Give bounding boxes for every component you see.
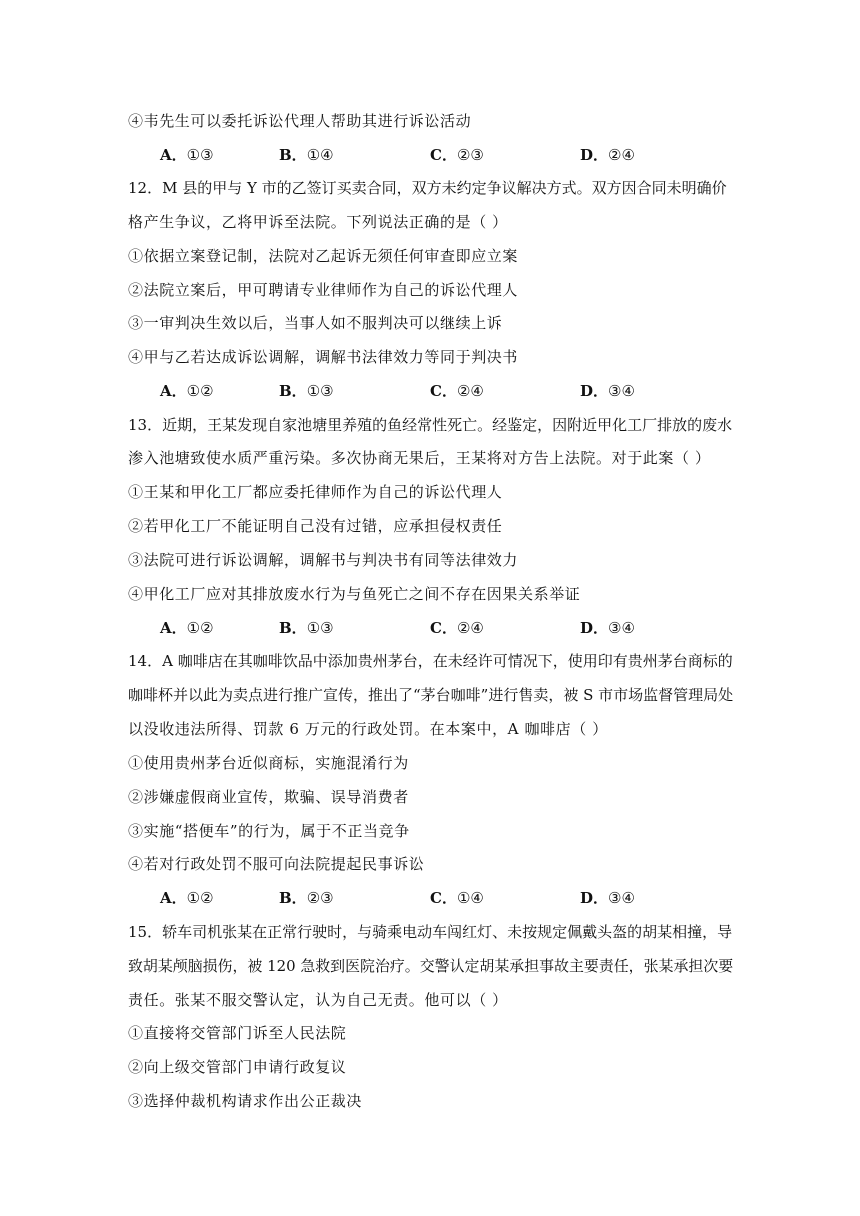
q15-statement-3: ③选择仲裁机构请求作出公正裁决 bbox=[128, 1092, 363, 1110]
q12-statement-1: ①依据立案登记制，法院对乙起诉无须任何审查即应立案 bbox=[128, 247, 519, 265]
q13-statement-3: ③法院可进行诉讼调解，调解书与判决书有同等法律效力 bbox=[128, 551, 519, 569]
q11-option-b: B．①④ bbox=[279, 146, 334, 164]
q15-statement-1: ①直接将交管部门诉至人民法院 bbox=[128, 1024, 347, 1042]
q13-statement-2: ②若甲化工厂不能证明自己没有过错，应承担侵权责任 bbox=[128, 517, 503, 535]
q11-statement-4: ④韦先生可以委托诉讼代理人帮助其进行诉讼活动 bbox=[128, 112, 472, 130]
q12-option-c: C．②④ bbox=[430, 382, 484, 400]
q12-statement-2: ②法院立案后，甲可聘请专业律师作为自己的诉讼代理人 bbox=[128, 281, 519, 299]
q14-statement-3: ③实施“搭便车”的行为，属于不正当竞争 bbox=[128, 822, 410, 840]
q13-option-b: B．①③ bbox=[279, 619, 334, 637]
q12-statement-3: ③一审判决生效以后，当事人如不服判决可以继续上诉 bbox=[128, 314, 503, 332]
q12-stem-line-1: 12．M 县的甲与 Y 市的乙签订买卖合同，双方未约定争议解决方式。双方因合同未明确价 bbox=[128, 179, 727, 197]
q11-option-c: C．②③ bbox=[430, 146, 484, 164]
q14-option-d: D．③④ bbox=[580, 889, 635, 907]
q12-option-a: A．①② bbox=[160, 382, 214, 400]
q14-option-b: B．②③ bbox=[279, 889, 334, 907]
q13-stem-line-1: 13．近期，王某发现自家池塘里养殖的鱼经常性死亡。经鉴定，因附近甲化工厂排放的废水 bbox=[128, 416, 733, 434]
q11-option-a: A．①③ bbox=[160, 146, 214, 164]
q14-stem-line-2: 咖啡杯并以此为卖点进行推广宣传，推出了“茅台咖啡”进行售卖，被 S 市市场监督管理局处 bbox=[128, 686, 734, 704]
q13-option-d: D．③④ bbox=[580, 619, 635, 637]
q14-stem-line-1: 14．A 咖啡店在其咖啡饮品中添加贵州茅台，在未经许可情况下，使用印有贵州茅台商标的 bbox=[128, 652, 733, 670]
q12-option-d: D．③④ bbox=[580, 382, 635, 400]
q14-statement-1: ①使用贵州茅台近似商标，实施混淆行为 bbox=[128, 754, 409, 772]
q14-stem-line-3: 以没收违法所得、罚款 6 万元的行政处罚。在本案中，A 咖啡店（ ） bbox=[128, 720, 608, 738]
q13-stem-line-2: 渗入池塘致使水质严重污染。多次协商无果后，王某将对方告上法院。对于此案（ ） bbox=[128, 449, 711, 467]
q14-statement-4: ④若对行政处罚不服可向法院提起民事诉讼 bbox=[128, 855, 425, 873]
q14-statement-2: ②涉嫌虚假商业宣传，欺骗、误导消费者 bbox=[128, 788, 409, 806]
q12-option-b: B．①③ bbox=[279, 382, 334, 400]
q11-option-d: D．②④ bbox=[580, 146, 635, 164]
q15-stem-line-1: 15．轿车司机张某在正常行驶时，与骑乘电动车闯红灯、未按规定佩戴头盔的胡某相撞，导 bbox=[128, 923, 733, 941]
q14-option-a: A．①② bbox=[160, 889, 214, 907]
q12-stem-line-2: 格产生争议，乙将甲诉至法院。下列说法正确的是（ ） bbox=[128, 213, 508, 231]
q13-option-a: A．①② bbox=[160, 619, 214, 637]
q13-option-c: C．②④ bbox=[430, 619, 484, 637]
q12-statement-4: ④甲与乙若达成诉讼调解，调解书法律效力等同于判决书 bbox=[128, 348, 519, 366]
q15-statement-2: ②向上级交管部门申请行政复议 bbox=[128, 1058, 347, 1076]
q15-stem-line-3: 责任。张某不服交警认定，认为自己无责。他可以（ ） bbox=[128, 991, 508, 1009]
q13-statement-4: ④甲化工厂应对其排放废水行为与鱼死亡之间不存在因果关系举证 bbox=[128, 585, 581, 603]
q15-stem-line-2: 致胡某颅脑损伤，被 120 急救到医院治疗。交警认定胡某承担事故主要责任，张某承担次要 bbox=[128, 957, 734, 975]
q13-statement-1: ①王某和甲化工厂都应委托律师作为自己的诉讼代理人 bbox=[128, 483, 503, 501]
q14-option-c: C．①④ bbox=[430, 889, 484, 907]
